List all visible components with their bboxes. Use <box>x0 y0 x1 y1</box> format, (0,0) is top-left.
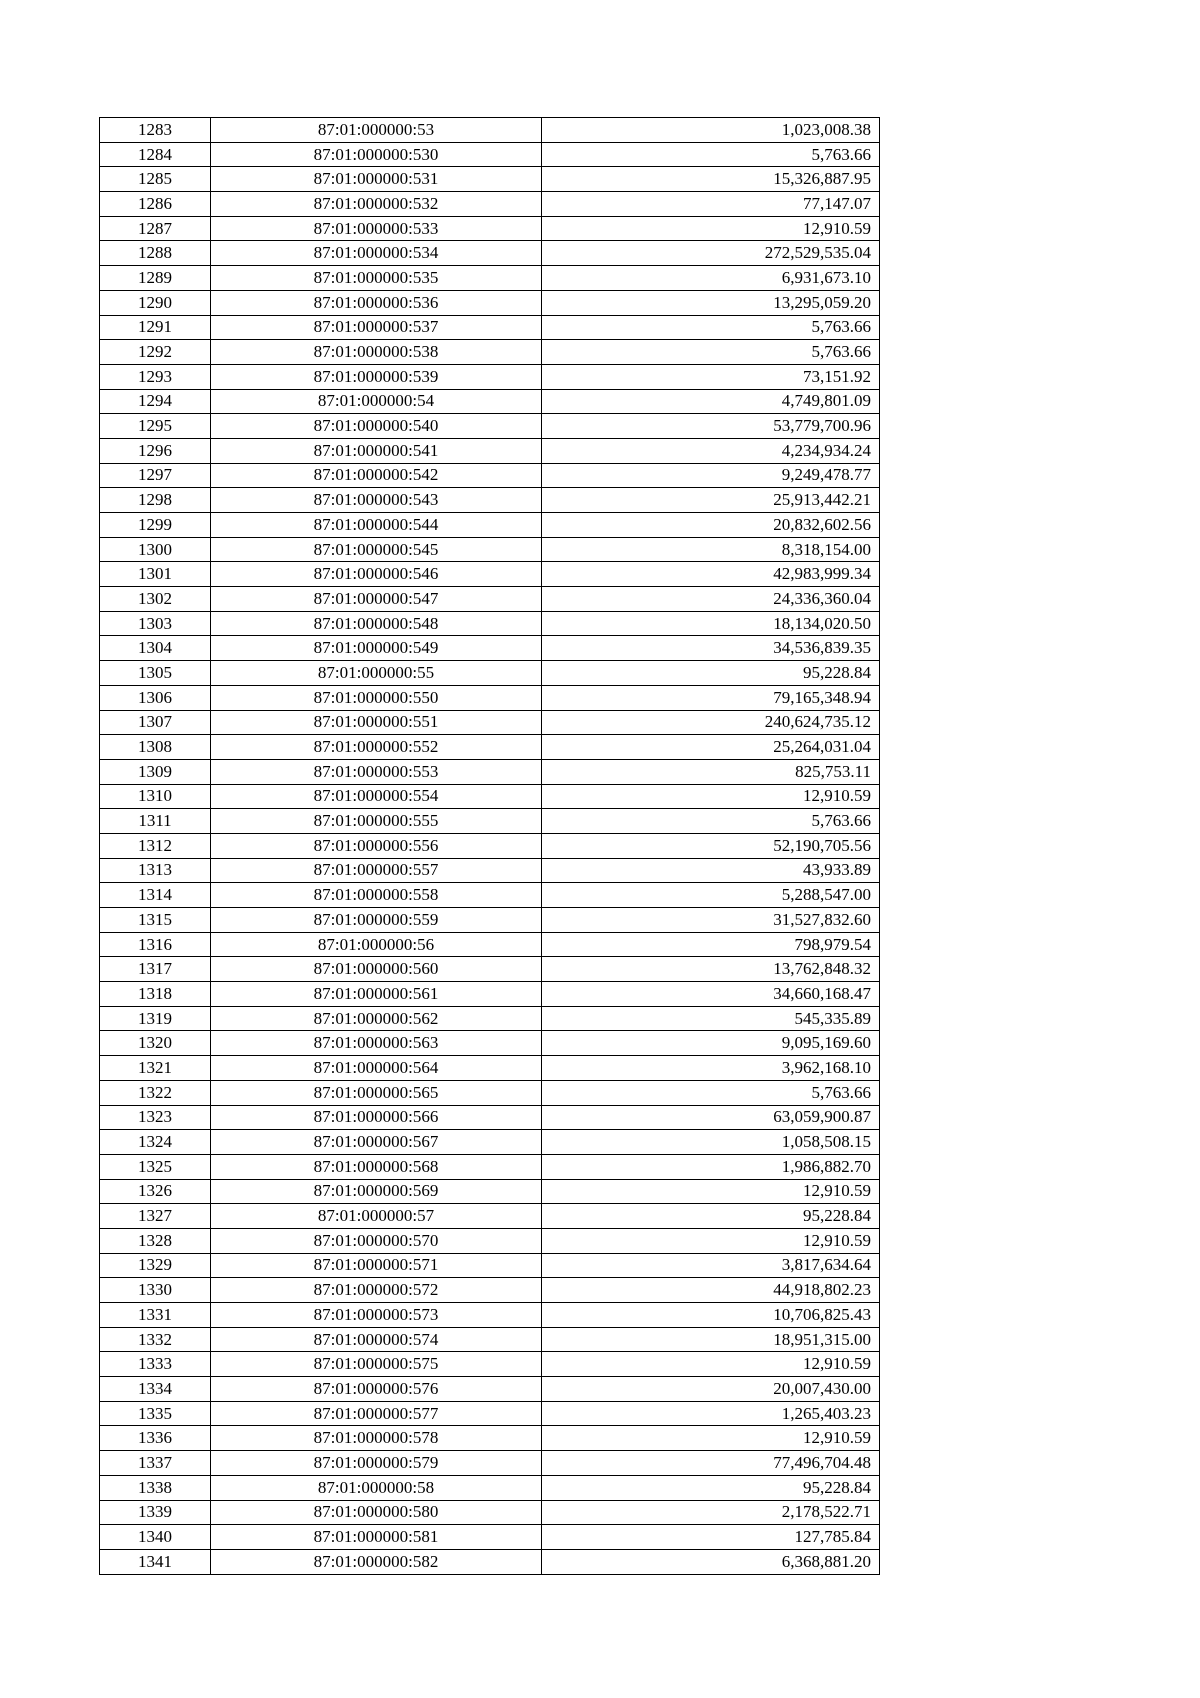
table-row <box>100 957 880 982</box>
cadastral-number-cell: 87:01:000000:547 <box>211 587 542 612</box>
cadastral-number-cell: 87:01:000000:546 <box>211 562 542 587</box>
row-number-cell: 1291 <box>100 315 211 340</box>
value-cell: 12,910.59 <box>542 784 880 809</box>
row-number-cell: 1341 <box>100 1549 211 1574</box>
cadastral-number-cell: 87:01:000000:56 <box>211 932 542 957</box>
value-cell: 9,095,169.60 <box>542 1031 880 1056</box>
table-row <box>100 340 880 365</box>
value-cell: 545,335.89 <box>542 1006 880 1031</box>
table-row <box>100 315 880 340</box>
table-row <box>100 1377 880 1402</box>
cadastral-number-cell: 87:01:000000:579 <box>211 1451 542 1476</box>
value-cell: 20,007,430.00 <box>542 1377 880 1402</box>
row-number-cell: 1328 <box>100 1228 211 1253</box>
cadastral-number-cell: 87:01:000000:569 <box>211 1179 542 1204</box>
cadastral-number-cell: 87:01:000000:571 <box>211 1253 542 1278</box>
table-row <box>100 1130 880 1155</box>
table-row <box>100 1327 880 1352</box>
table-row <box>100 1475 880 1500</box>
table-body <box>100 118 880 1575</box>
cadastral-number-cell: 87:01:000000:58 <box>211 1475 542 1500</box>
table-row <box>100 118 880 143</box>
row-number-cell: 1325 <box>100 1154 211 1179</box>
row-number-cell: 1292 <box>100 340 211 365</box>
value-cell: 9,249,478.77 <box>542 463 880 488</box>
cadastral-number-cell: 87:01:000000:573 <box>211 1303 542 1328</box>
row-number-cell: 1313 <box>100 858 211 883</box>
value-cell: 798,979.54 <box>542 932 880 957</box>
value-cell: 52,190,705.56 <box>542 833 880 858</box>
table-row <box>100 414 880 439</box>
value-cell: 18,134,020.50 <box>542 611 880 636</box>
table-row <box>100 883 880 908</box>
cadastral-number-cell: 87:01:000000:558 <box>211 883 542 908</box>
value-cell: 24,336,360.04 <box>542 587 880 612</box>
value-cell: 8,318,154.00 <box>542 537 880 562</box>
cadastral-number-cell: 87:01:000000:551 <box>211 710 542 735</box>
table-row <box>100 562 880 587</box>
row-number-cell: 1318 <box>100 982 211 1007</box>
value-cell: 5,288,547.00 <box>542 883 880 908</box>
value-cell: 73,151.92 <box>542 364 880 389</box>
cadastral-number-cell: 87:01:000000:575 <box>211 1352 542 1377</box>
value-cell: 79,165,348.94 <box>542 685 880 710</box>
row-number-cell: 1323 <box>100 1105 211 1130</box>
table-row <box>100 611 880 636</box>
cadastral-value-table <box>99 117 880 1575</box>
table-row <box>100 389 880 414</box>
row-number-cell: 1295 <box>100 414 211 439</box>
table-row <box>100 587 880 612</box>
row-number-cell: 1337 <box>100 1451 211 1476</box>
row-number-cell: 1338 <box>100 1475 211 1500</box>
table-row <box>100 1303 880 1328</box>
value-cell: 5,763.66 <box>542 142 880 167</box>
table-row <box>100 809 880 834</box>
row-number-cell: 1315 <box>100 908 211 933</box>
row-number-cell: 1326 <box>100 1179 211 1204</box>
table-row <box>100 1154 880 1179</box>
table-row <box>100 1080 880 1105</box>
row-number-cell: 1289 <box>100 266 211 291</box>
row-number-cell: 1297 <box>100 463 211 488</box>
cadastral-number-cell: 87:01:000000:566 <box>211 1105 542 1130</box>
table-row <box>100 1401 880 1426</box>
table-row <box>100 1352 880 1377</box>
table-row <box>100 537 880 562</box>
value-cell: 1,023,008.38 <box>542 118 880 143</box>
value-cell: 4,749,801.09 <box>542 389 880 414</box>
cadastral-number-cell: 87:01:000000:55 <box>211 661 542 686</box>
row-number-cell: 1317 <box>100 957 211 982</box>
cadastral-number-cell: 87:01:000000:567 <box>211 1130 542 1155</box>
table-row <box>100 1451 880 1476</box>
cadastral-number-cell: 87:01:000000:538 <box>211 340 542 365</box>
value-cell: 3,817,634.64 <box>542 1253 880 1278</box>
cadastral-number-cell: 87:01:000000:555 <box>211 809 542 834</box>
table-row <box>100 192 880 217</box>
table-row <box>100 908 880 933</box>
table-row <box>100 1278 880 1303</box>
row-number-cell: 1299 <box>100 513 211 538</box>
cadastral-number-cell: 87:01:000000:537 <box>211 315 542 340</box>
row-number-cell: 1333 <box>100 1352 211 1377</box>
cadastral-number-cell: 87:01:000000:582 <box>211 1549 542 1574</box>
cadastral-number-cell: 87:01:000000:578 <box>211 1426 542 1451</box>
value-cell: 63,059,900.87 <box>542 1105 880 1130</box>
cadastral-number-cell: 87:01:000000:540 <box>211 414 542 439</box>
table-row <box>100 685 880 710</box>
cadastral-number-cell: 87:01:000000:533 <box>211 216 542 241</box>
table-row <box>100 241 880 266</box>
row-number-cell: 1336 <box>100 1426 211 1451</box>
value-cell: 53,779,700.96 <box>542 414 880 439</box>
value-cell: 240,624,735.12 <box>542 710 880 735</box>
cadastral-number-cell: 87:01:000000:544 <box>211 513 542 538</box>
row-number-cell: 1298 <box>100 488 211 513</box>
value-cell: 15,326,887.95 <box>542 167 880 192</box>
row-number-cell: 1290 <box>100 290 211 315</box>
value-cell: 77,147.07 <box>542 192 880 217</box>
table-row <box>100 1549 880 1574</box>
row-number-cell: 1285 <box>100 167 211 192</box>
value-cell: 43,933.89 <box>542 858 880 883</box>
row-number-cell: 1305 <box>100 661 211 686</box>
table-row <box>100 735 880 760</box>
value-cell: 12,910.59 <box>542 1352 880 1377</box>
row-number-cell: 1288 <box>100 241 211 266</box>
value-cell: 12,910.59 <box>542 216 880 241</box>
table-row <box>100 513 880 538</box>
row-number-cell: 1303 <box>100 611 211 636</box>
cadastral-number-cell: 87:01:000000:553 <box>211 759 542 784</box>
value-cell: 25,913,442.21 <box>542 488 880 513</box>
table-row <box>100 982 880 1007</box>
table-row <box>100 167 880 192</box>
table-row <box>100 463 880 488</box>
cadastral-number-cell: 87:01:000000:557 <box>211 858 542 883</box>
value-cell: 34,536,839.35 <box>542 636 880 661</box>
cadastral-number-cell: 87:01:000000:554 <box>211 784 542 809</box>
cadastral-number-cell: 87:01:000000:530 <box>211 142 542 167</box>
row-number-cell: 1314 <box>100 883 211 908</box>
cadastral-number-cell: 87:01:000000:531 <box>211 167 542 192</box>
value-cell: 12,910.59 <box>542 1179 880 1204</box>
cadastral-number-cell: 87:01:000000:574 <box>211 1327 542 1352</box>
row-number-cell: 1308 <box>100 735 211 760</box>
table-row <box>100 364 880 389</box>
row-number-cell: 1324 <box>100 1130 211 1155</box>
row-number-cell: 1316 <box>100 932 211 957</box>
row-number-cell: 1302 <box>100 587 211 612</box>
row-number-cell: 1319 <box>100 1006 211 1031</box>
cadastral-number-cell: 87:01:000000:556 <box>211 833 542 858</box>
row-number-cell: 1296 <box>100 438 211 463</box>
row-number-cell: 1322 <box>100 1080 211 1105</box>
table-row <box>100 636 880 661</box>
row-number-cell: 1340 <box>100 1525 211 1550</box>
cadastral-number-cell: 87:01:000000:532 <box>211 192 542 217</box>
value-cell: 825,753.11 <box>542 759 880 784</box>
cadastral-number-cell: 87:01:000000:570 <box>211 1228 542 1253</box>
cadastral-number-cell: 87:01:000000:559 <box>211 908 542 933</box>
row-number-cell: 1331 <box>100 1303 211 1328</box>
table-row <box>100 661 880 686</box>
row-number-cell: 1339 <box>100 1500 211 1525</box>
cadastral-number-cell: 87:01:000000:534 <box>211 241 542 266</box>
cadastral-number-cell: 87:01:000000:548 <box>211 611 542 636</box>
value-cell: 13,762,848.32 <box>542 957 880 982</box>
row-number-cell: 1284 <box>100 142 211 167</box>
value-cell: 5,763.66 <box>542 315 880 340</box>
table-row <box>100 1500 880 1525</box>
cadastral-number-cell: 87:01:000000:53 <box>211 118 542 143</box>
value-cell: 34,660,168.47 <box>542 982 880 1007</box>
value-cell: 95,228.84 <box>542 661 880 686</box>
value-cell: 1,986,882.70 <box>542 1154 880 1179</box>
row-number-cell: 1307 <box>100 710 211 735</box>
value-cell: 1,058,508.15 <box>542 1130 880 1155</box>
row-number-cell: 1330 <box>100 1278 211 1303</box>
table-row <box>100 1426 880 1451</box>
cadastral-number-cell: 87:01:000000:57 <box>211 1204 542 1229</box>
table-row <box>100 759 880 784</box>
value-cell: 5,763.66 <box>542 340 880 365</box>
table-row <box>100 1253 880 1278</box>
table-row <box>100 1006 880 1031</box>
cadastral-number-cell: 87:01:000000:549 <box>211 636 542 661</box>
value-cell: 10,706,825.43 <box>542 1303 880 1328</box>
row-number-cell: 1300 <box>100 537 211 562</box>
value-cell: 1,265,403.23 <box>542 1401 880 1426</box>
value-cell: 2,178,522.71 <box>542 1500 880 1525</box>
row-number-cell: 1312 <box>100 833 211 858</box>
table-row <box>100 266 880 291</box>
row-number-cell: 1286 <box>100 192 211 217</box>
table-row <box>100 1525 880 1550</box>
value-cell: 95,228.84 <box>542 1475 880 1500</box>
row-number-cell: 1329 <box>100 1253 211 1278</box>
row-number-cell: 1283 <box>100 118 211 143</box>
row-number-cell: 1320 <box>100 1031 211 1056</box>
value-cell: 95,228.84 <box>542 1204 880 1229</box>
row-number-cell: 1309 <box>100 759 211 784</box>
row-number-cell: 1287 <box>100 216 211 241</box>
cadastral-number-cell: 87:01:000000:563 <box>211 1031 542 1056</box>
cadastral-number-cell: 87:01:000000:543 <box>211 488 542 513</box>
cadastral-number-cell: 87:01:000000:535 <box>211 266 542 291</box>
cadastral-number-cell: 87:01:000000:560 <box>211 957 542 982</box>
row-number-cell: 1293 <box>100 364 211 389</box>
table-row <box>100 1031 880 1056</box>
value-cell: 12,910.59 <box>542 1426 880 1451</box>
cadastral-number-cell: 87:01:000000:539 <box>211 364 542 389</box>
value-cell: 42,983,999.34 <box>542 562 880 587</box>
value-cell: 4,234,934.24 <box>542 438 880 463</box>
cadastral-number-cell: 87:01:000000:572 <box>211 1278 542 1303</box>
value-cell: 77,496,704.48 <box>542 1451 880 1476</box>
row-number-cell: 1294 <box>100 389 211 414</box>
table-row <box>100 932 880 957</box>
row-number-cell: 1311 <box>100 809 211 834</box>
value-cell: 25,264,031.04 <box>542 735 880 760</box>
table-row <box>100 1105 880 1130</box>
table-row <box>100 1179 880 1204</box>
value-cell: 5,763.66 <box>542 809 880 834</box>
value-cell: 272,529,535.04 <box>542 241 880 266</box>
cadastral-number-cell: 87:01:000000:550 <box>211 685 542 710</box>
row-number-cell: 1334 <box>100 1377 211 1402</box>
table-row <box>100 710 880 735</box>
cadastral-number-cell: 87:01:000000:580 <box>211 1500 542 1525</box>
table-row <box>100 216 880 241</box>
value-cell: 31,527,832.60 <box>542 908 880 933</box>
cadastral-number-cell: 87:01:000000:564 <box>211 1056 542 1081</box>
row-number-cell: 1310 <box>100 784 211 809</box>
table-row <box>100 858 880 883</box>
row-number-cell: 1321 <box>100 1056 211 1081</box>
table-row <box>100 1204 880 1229</box>
table-row <box>100 142 880 167</box>
cadastral-number-cell: 87:01:000000:568 <box>211 1154 542 1179</box>
table-row <box>100 833 880 858</box>
value-cell: 44,918,802.23 <box>542 1278 880 1303</box>
cadastral-number-cell: 87:01:000000:536 <box>211 290 542 315</box>
row-number-cell: 1327 <box>100 1204 211 1229</box>
table-row <box>100 438 880 463</box>
value-cell: 12,910.59 <box>542 1228 880 1253</box>
table-row <box>100 1228 880 1253</box>
row-number-cell: 1301 <box>100 562 211 587</box>
table-row <box>100 290 880 315</box>
row-number-cell: 1335 <box>100 1401 211 1426</box>
value-cell: 5,763.66 <box>542 1080 880 1105</box>
cadastral-number-cell: 87:01:000000:565 <box>211 1080 542 1105</box>
value-cell: 13,295,059.20 <box>542 290 880 315</box>
table-row <box>100 488 880 513</box>
row-number-cell: 1306 <box>100 685 211 710</box>
cadastral-number-cell: 87:01:000000:576 <box>211 1377 542 1402</box>
value-cell: 18,951,315.00 <box>542 1327 880 1352</box>
cadastral-number-cell: 87:01:000000:545 <box>211 537 542 562</box>
row-number-cell: 1304 <box>100 636 211 661</box>
cadastral-number-cell: 87:01:000000:581 <box>211 1525 542 1550</box>
table-row <box>100 784 880 809</box>
cadastral-number-cell: 87:01:000000:541 <box>211 438 542 463</box>
value-cell: 3,962,168.10 <box>542 1056 880 1081</box>
table-row <box>100 1056 880 1081</box>
row-number-cell: 1332 <box>100 1327 211 1352</box>
cadastral-number-cell: 87:01:000000:562 <box>211 1006 542 1031</box>
cadastral-number-cell: 87:01:000000:542 <box>211 463 542 488</box>
cadastral-number-cell: 87:01:000000:54 <box>211 389 542 414</box>
cadastral-number-cell: 87:01:000000:561 <box>211 982 542 1007</box>
value-cell: 6,931,673.10 <box>542 266 880 291</box>
cadastral-number-cell: 87:01:000000:577 <box>211 1401 542 1426</box>
value-cell: 127,785.84 <box>542 1525 880 1550</box>
cadastral-number-cell: 87:01:000000:552 <box>211 735 542 760</box>
value-cell: 20,832,602.56 <box>542 513 880 538</box>
value-cell: 6,368,881.20 <box>542 1549 880 1574</box>
